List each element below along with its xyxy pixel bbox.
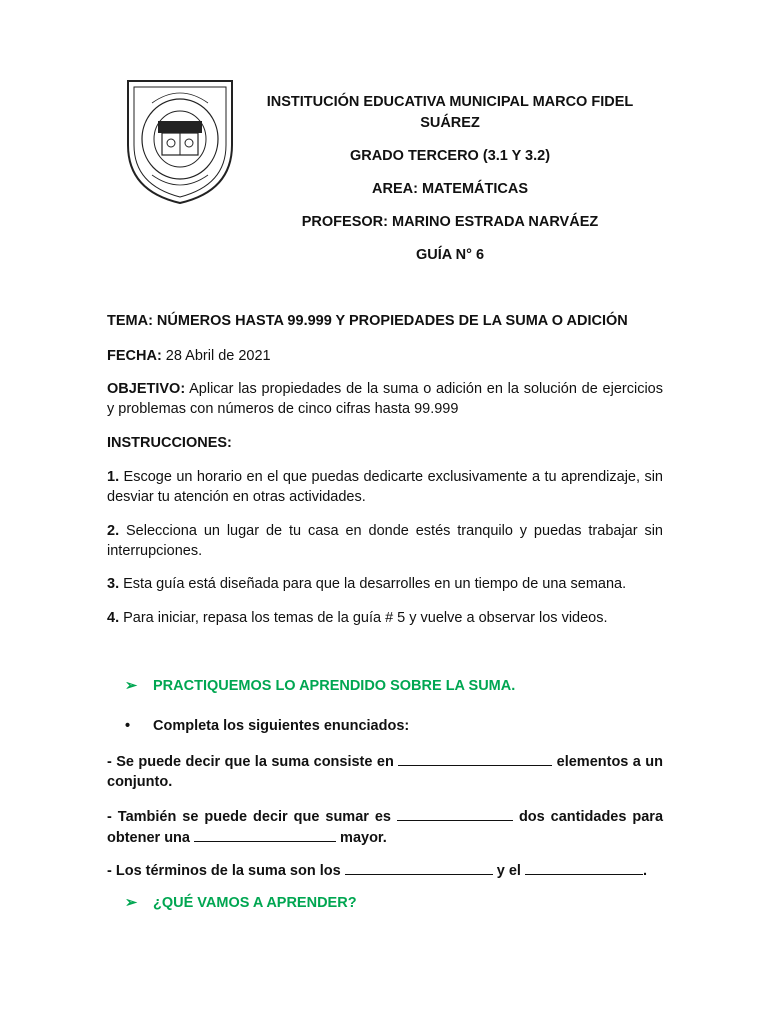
instruction-number: 2. — [107, 523, 120, 539]
instruction-item-2 — [107, 521, 663, 561]
instruction-number: 1. — [107, 469, 120, 485]
practice-heading — [125, 676, 681, 696]
answer-blank — [345, 860, 493, 875]
teacher-line: PROFESOR: MARINO ESTRADA NARVÁEZ — [301, 214, 599, 230]
statement-3-end: . — [642, 863, 647, 879]
statement-1 — [107, 751, 663, 792]
statement-1-start: - Se puede decir que la suma consiste en — [107, 754, 394, 770]
school-shield-logo — [122, 73, 238, 207]
document-header — [240, 92, 660, 266]
answer-blank — [194, 827, 336, 842]
date-line — [107, 346, 663, 366]
instruction-number: 3. — [107, 576, 120, 592]
arrow-bullet-icon: ➢ — [125, 678, 138, 694]
answer-blank — [398, 751, 552, 766]
next-heading-text: ¿QUÉ VAMOS A APRENDER? — [153, 895, 357, 911]
answer-blank — [525, 860, 643, 875]
institution-name-line2: SUÁREZ — [420, 115, 480, 131]
instruction-text: Esta guía está diseñada para que la desarrolles en un tiempo de una semana. — [119, 576, 627, 592]
statement-3-start: - Los términos de la suma son los — [107, 863, 341, 879]
statement-2 — [107, 806, 663, 848]
statement-3 — [107, 860, 663, 881]
topic-line — [107, 311, 663, 331]
grade-line: GRADO TERCERO (3.1 Y 3.2) — [349, 148, 551, 164]
statement-2-middle: dos cantidades para obtener una — [107, 809, 664, 846]
statement-2-end: mayor. — [340, 830, 387, 846]
statement-3-middle: y el — [496, 863, 521, 879]
practice-heading-text: PRACTIQUEMOS LO APRENDIDO SOBRE LA SUMA. — [153, 678, 516, 694]
topic-text: TEMA: NÚMEROS HASTA 99.999 Y PROPIEDADES DE LA SUMA O ADICIÓN — [107, 313, 628, 329]
instructions-title — [107, 433, 663, 453]
instruction-text: Escoge un horario en el que puedas dedicarte exclusivamente a tu aprendizaje, sin desviar tu atención en otras actividades. — [107, 469, 663, 505]
next-heading — [125, 893, 681, 913]
practice-subheading-text: Completa los siguientes enunciados: — [153, 718, 410, 734]
area-line: AREA: MATEMÁTICAS — [372, 181, 528, 197]
instruction-item-4 — [107, 608, 663, 628]
institution-name-line1: INSTITUCIÓN EDUCATIVA MUNICIPAL MARCO FIDEL — [266, 94, 634, 110]
dot-bullet-icon: • — [125, 718, 131, 734]
instruction-number: 4. — [107, 610, 120, 626]
instruction-text: Para iniciar, repasa los temas de la guía # 5 y vuelve a observar los videos. — [119, 610, 608, 626]
instruction-text: Selecciona un lugar de tu casa en donde estés tranquilo y puedas trabajar sin interrupciones. — [107, 523, 663, 559]
instruction-item-3 — [107, 574, 663, 594]
objective-text: Aplicar las propiedades de la suma o adición en la solución de ejercicios y problemas con números de cinco cifras hasta 99.999 — [107, 381, 663, 417]
instructions-title-text: INSTRUCCIONES: — [107, 435, 232, 451]
statement-1-end: elementos a un conjunto. — [107, 754, 663, 790]
answer-blank — [397, 806, 513, 821]
guide-number: GUÍA N° 6 — [415, 247, 485, 263]
practice-subheading — [125, 716, 681, 736]
date-label: FECHA: — [107, 348, 162, 364]
instruction-item-1 — [107, 467, 663, 507]
arrow-bullet-icon: ➢ — [125, 895, 138, 911]
date-value: 28 Abril de 2021 — [161, 348, 271, 364]
statement-2-start: - También se puede decir que sumar es — [107, 809, 391, 825]
objective-paragraph — [107, 379, 663, 419]
objective-label: OBJETIVO: — [107, 381, 186, 397]
